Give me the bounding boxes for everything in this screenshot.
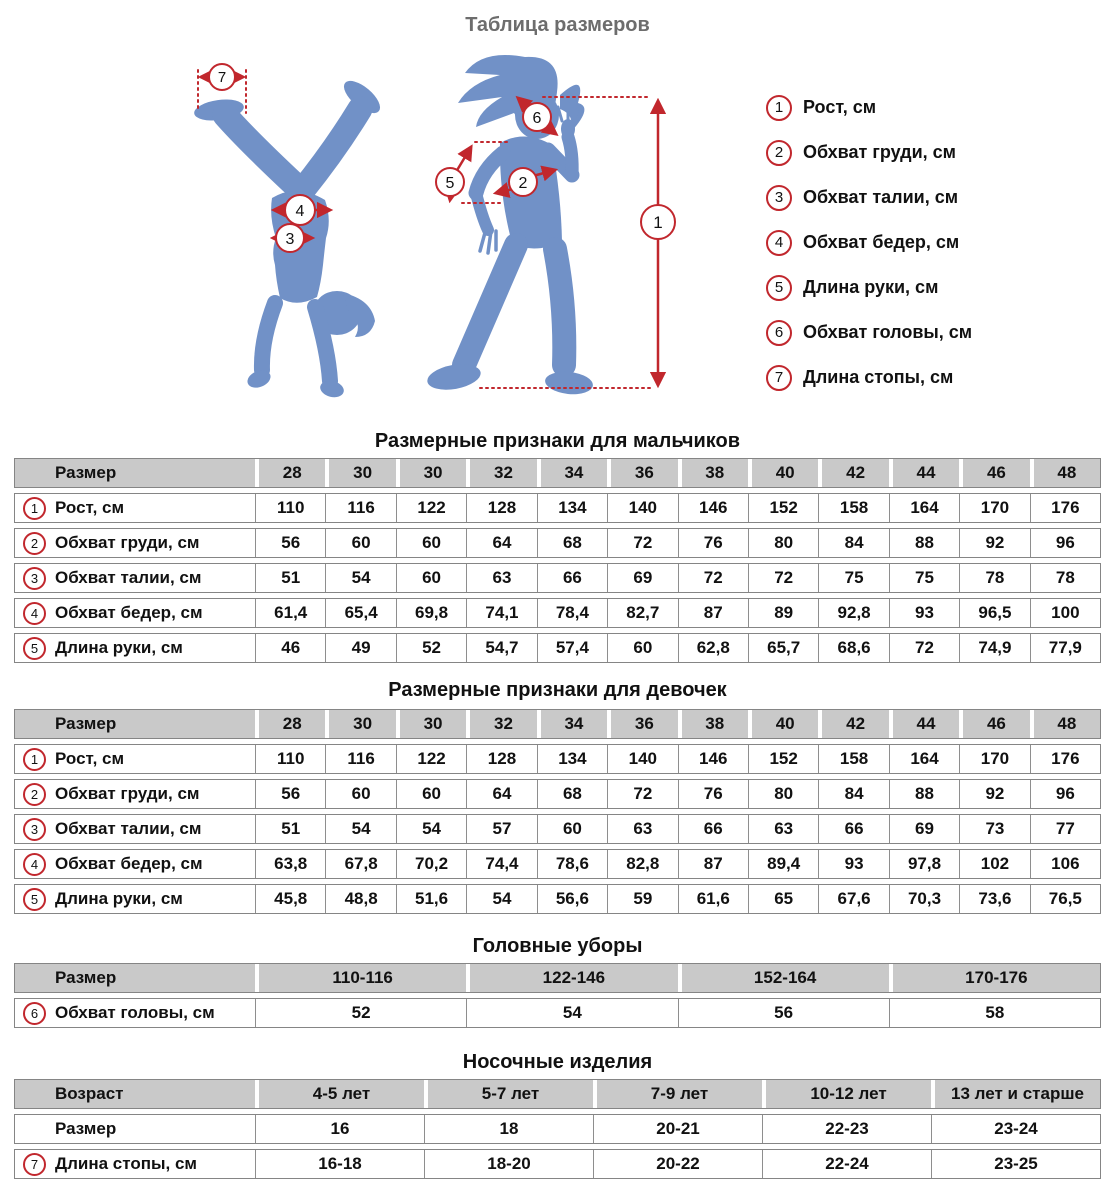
data-cell-0: 52: [255, 999, 466, 1027]
data-cell-9: 97,8: [889, 850, 959, 878]
data-cell-7: 80: [748, 780, 818, 808]
data-cell-0: 110: [255, 745, 325, 773]
data-cell-9: 69: [889, 815, 959, 843]
data-cell-6: 62,8: [678, 634, 748, 662]
table-row: [14, 779, 1101, 809]
num-badge-3: 3: [23, 818, 46, 841]
row-label-cell: [15, 815, 255, 843]
data-cell-10: 78: [959, 564, 1029, 592]
row-label: Размер: [55, 1119, 117, 1138]
data-cell-2: 122: [396, 494, 466, 522]
header-cell-8: 42: [822, 459, 888, 487]
row-label-cell: [15, 999, 255, 1027]
legend-number-1: 1: [766, 95, 792, 121]
data-cell-4: 134: [537, 745, 607, 773]
data-cell-3: 22-23: [762, 1115, 931, 1143]
data-cell-10: 73: [959, 815, 1029, 843]
data-cell-3: 54,7: [466, 634, 536, 662]
header-cell-2: 152-164: [682, 964, 889, 992]
data-cell-5: 60: [607, 634, 677, 662]
data-cell-4: 23-25: [931, 1150, 1100, 1178]
data-cell-3: 57: [466, 815, 536, 843]
header-cell-7: 40: [752, 710, 818, 738]
table-row: [14, 528, 1101, 558]
data-cell-7: 89,4: [748, 850, 818, 878]
data-cell-3: 128: [466, 494, 536, 522]
legend-number-2: 2: [766, 140, 792, 166]
data-cell-1: 116: [325, 745, 395, 773]
data-cell-0: 16-18: [255, 1150, 424, 1178]
row-label: Длина руки, см: [55, 638, 183, 657]
legend-number-7: 7: [766, 365, 792, 391]
data-cell-11: 77,9: [1030, 634, 1100, 662]
header-label-cell: [15, 1080, 255, 1108]
data-cell-3: 54: [466, 885, 536, 913]
data-cell-4: 78,6: [537, 850, 607, 878]
data-cell-9: 93: [889, 599, 959, 627]
data-cell-1: 67,8: [325, 850, 395, 878]
data-cell-8: 67,6: [818, 885, 888, 913]
data-cell-2: 20-22: [593, 1150, 762, 1178]
data-cell-5: 82,8: [607, 850, 677, 878]
data-cell-7: 80: [748, 529, 818, 557]
data-cell-4: 66: [537, 564, 607, 592]
data-cell-7: 65,7: [748, 634, 818, 662]
data-cell-6: 146: [678, 745, 748, 773]
data-cell-11: 76,5: [1030, 885, 1100, 913]
data-cell-4: 68: [537, 529, 607, 557]
table-row: [14, 598, 1101, 628]
header-cell-5: 36: [611, 459, 677, 487]
row-label: Обхват груди, см: [55, 533, 200, 552]
girl-figure: [420, 37, 740, 397]
data-cell-7: 63: [748, 815, 818, 843]
num-badge-4: 4: [23, 853, 46, 876]
data-cell-10: 96,5: [959, 599, 1029, 627]
num-badge-2: 2: [23, 532, 46, 555]
num-badge-3: 3: [23, 567, 46, 590]
table-row: [14, 884, 1101, 914]
table-row: [14, 814, 1101, 844]
data-cell-1: 49: [325, 634, 395, 662]
data-cell-9: 75: [889, 564, 959, 592]
table-row: [14, 849, 1101, 879]
table-row: [14, 563, 1101, 593]
arm-arrow-up: [456, 147, 471, 172]
header-cell-7: 40: [752, 459, 818, 487]
header-cell-11: 48: [1034, 459, 1100, 487]
data-cell-6: 72: [678, 564, 748, 592]
data-cell-3: 74,1: [466, 599, 536, 627]
data-cell-7: 89: [748, 599, 818, 627]
data-cell-9: 164: [889, 745, 959, 773]
data-cell-8: 158: [818, 494, 888, 522]
data-cell-2: 52: [396, 634, 466, 662]
table-header-row: [14, 963, 1101, 993]
data-cell-10: 170: [959, 745, 1029, 773]
section-title-girls: Размерные признаки для девочек: [388, 679, 727, 701]
data-cell-6: 61,6: [678, 885, 748, 913]
row-label-cell: [15, 599, 255, 627]
header-cell-1: 122-146: [470, 964, 677, 992]
legend-number-4: 4: [766, 230, 792, 256]
marker-number-2: 2: [518, 175, 528, 192]
data-cell-1: 54: [325, 564, 395, 592]
num-badge-5: 5: [23, 888, 46, 911]
data-cell-6: 146: [678, 494, 748, 522]
data-cell-2: 70,2: [396, 850, 466, 878]
num-badge-7: 7: [23, 1153, 46, 1176]
data-cell-7: 152: [748, 745, 818, 773]
row-label-cell: [15, 780, 255, 808]
table-header-row: [14, 458, 1101, 488]
size-tables: [0, 429, 1115, 1179]
num-badge-5: 5: [23, 637, 46, 660]
data-cell-11: 176: [1030, 494, 1100, 522]
header-cell-5: 36: [611, 710, 677, 738]
legend-label-1: Рост, см: [803, 97, 877, 117]
row-label: Рост, см: [55, 498, 125, 517]
num-badge-1: 1: [23, 748, 46, 771]
data-cell-3: 22-24: [762, 1150, 931, 1178]
data-cell-5: 82,7: [607, 599, 677, 627]
legend-item-7: [766, 355, 972, 400]
num-badge-6: 6: [23, 1002, 46, 1025]
section-girls: [0, 678, 1115, 914]
row-label: Обхват головы, см: [55, 1003, 215, 1022]
data-cell-8: 66: [818, 815, 888, 843]
data-cell-2: 60: [396, 780, 466, 808]
marker-number-3: 3: [285, 231, 295, 248]
data-cell-0: 46: [255, 634, 325, 662]
marker-number-5: 5: [445, 175, 455, 192]
data-cell-3: 64: [466, 529, 536, 557]
row-label-cell: [15, 634, 255, 662]
data-cell-0: 51: [255, 564, 325, 592]
legend-number-5: 5: [766, 275, 792, 301]
data-cell-8: 84: [818, 529, 888, 557]
marker-number-1: 1: [653, 213, 663, 232]
legend-label-4: Обхват бедер, см: [803, 232, 960, 252]
data-cell-5: 140: [607, 745, 677, 773]
section-title-head: Головные уборы: [472, 935, 643, 957]
marker-number-7: 7: [217, 69, 227, 86]
data-cell-7: 65: [748, 885, 818, 913]
header-label-cell: [15, 710, 255, 738]
data-cell-3: 64: [466, 780, 536, 808]
legend-label-5: Длина руки, см: [803, 277, 939, 297]
table-row: [14, 633, 1101, 663]
data-cell-1: 48,8: [325, 885, 395, 913]
row-label-cell: [15, 1115, 255, 1143]
data-cell-10: 73,6: [959, 885, 1029, 913]
data-cell-8: 158: [818, 745, 888, 773]
data-cell-1: 60: [325, 780, 395, 808]
data-cell-0: 45,8: [255, 885, 325, 913]
header-cell-10: 46: [963, 710, 1029, 738]
data-cell-1: 18-20: [424, 1150, 593, 1178]
header-label-cell: [15, 964, 255, 992]
header-cell-11: 48: [1034, 710, 1100, 738]
data-cell-4: 23-24: [931, 1115, 1100, 1143]
table-row: [14, 1149, 1101, 1179]
data-cell-10: 74,9: [959, 634, 1029, 662]
legend-number-3: 3: [766, 185, 792, 211]
data-cell-2: 60: [396, 529, 466, 557]
table-head: [14, 963, 1101, 1028]
header-label: Возраст: [55, 1084, 124, 1103]
data-cell-1: 54: [325, 815, 395, 843]
data-cell-4: 68: [537, 780, 607, 808]
table-header-row: [14, 709, 1101, 739]
data-cell-0: 63,8: [255, 850, 325, 878]
legend-item-3: [766, 175, 972, 220]
header-cell-3: 32: [470, 710, 536, 738]
data-cell-8: 84: [818, 780, 888, 808]
data-cell-1: 65,4: [325, 599, 395, 627]
header-cell-9: 44: [893, 459, 959, 487]
header-cell-6: 38: [682, 459, 748, 487]
row-label-cell: [15, 1150, 255, 1178]
data-cell-3: 74,4: [466, 850, 536, 878]
data-cell-6: 87: [678, 599, 748, 627]
header-cell-6: 38: [682, 710, 748, 738]
header-cell-9: 44: [893, 710, 959, 738]
row-label-cell: [15, 745, 255, 773]
data-cell-0: 51: [255, 815, 325, 843]
data-cell-10: 92: [959, 529, 1029, 557]
row-label: Длина стопы, см: [55, 1154, 198, 1173]
row-label-cell: [15, 529, 255, 557]
data-cell-2: 56: [678, 999, 889, 1027]
data-cell-3: 58: [889, 999, 1100, 1027]
header-cell-0: 28: [259, 710, 325, 738]
header-cell-0: 110-116: [259, 964, 466, 992]
row-label: Обхват бедер, см: [55, 854, 203, 873]
data-cell-10: 92: [959, 780, 1029, 808]
row-label-cell: [15, 885, 255, 913]
table-row: [14, 998, 1101, 1028]
marker-number-4: 4: [295, 203, 305, 220]
table-girls: [14, 709, 1101, 914]
header-cell-0: 28: [259, 459, 325, 487]
legend-item-2: [766, 130, 972, 175]
data-cell-6: 76: [678, 780, 748, 808]
legend: [766, 85, 972, 400]
data-cell-11: 96: [1030, 529, 1100, 557]
data-cell-11: 96: [1030, 780, 1100, 808]
header-label-cell: [15, 459, 255, 487]
data-cell-11: 77: [1030, 815, 1100, 843]
data-cell-2: 54: [396, 815, 466, 843]
header-cell-2: 7-9 лет: [597, 1080, 762, 1108]
row-label: Обхват талии, см: [55, 568, 202, 587]
legend-item-6: [766, 310, 972, 355]
section-title-socks: Носочные изделия: [462, 1051, 653, 1073]
marker-number-6: 6: [532, 110, 542, 127]
table-boys: [14, 458, 1101, 663]
header-cell-10: 46: [963, 459, 1029, 487]
section-title-boys: Размерные признаки для мальчиков: [374, 430, 741, 452]
data-cell-2: 51,6: [396, 885, 466, 913]
data-cell-2: 122: [396, 745, 466, 773]
boy-figure: [185, 55, 400, 400]
data-cell-9: 88: [889, 529, 959, 557]
row-label: Обхват груди, см: [55, 784, 200, 803]
row-label-cell: [15, 494, 255, 522]
data-cell-11: 176: [1030, 745, 1100, 773]
header-cell-3: 170-176: [893, 964, 1100, 992]
data-cell-0: 56: [255, 529, 325, 557]
data-cell-1: 18: [424, 1115, 593, 1143]
data-cell-0: 61,4: [255, 599, 325, 627]
data-cell-9: 88: [889, 780, 959, 808]
data-cell-10: 170: [959, 494, 1029, 522]
section-head: [0, 934, 1115, 1028]
data-cell-2: 69,8: [396, 599, 466, 627]
table-row: [14, 493, 1101, 523]
data-cell-9: 164: [889, 494, 959, 522]
data-cell-4: 134: [537, 494, 607, 522]
data-cell-4: 60: [537, 815, 607, 843]
data-cell-6: 87: [678, 850, 748, 878]
data-cell-5: 63: [607, 815, 677, 843]
header-cell-4: 34: [541, 459, 607, 487]
table-socks: [14, 1079, 1101, 1179]
girl-silhouette: [425, 55, 594, 396]
data-cell-7: 152: [748, 494, 818, 522]
data-cell-5: 140: [607, 494, 677, 522]
num-badge-1: 1: [23, 497, 46, 520]
data-cell-2: 20-21: [593, 1115, 762, 1143]
legend-label-2: Обхват груди, см: [803, 142, 956, 162]
legend-item-4: [766, 220, 972, 265]
header-label: Размер: [55, 463, 117, 482]
section-socks: [0, 1050, 1115, 1179]
data-cell-1: 116: [325, 494, 395, 522]
data-cell-3: 128: [466, 745, 536, 773]
data-cell-10: 102: [959, 850, 1029, 878]
header-label: Размер: [55, 968, 117, 987]
row-label: Обхват талии, см: [55, 819, 202, 838]
data-cell-1: 60: [325, 529, 395, 557]
measurement-figures: [0, 37, 1115, 423]
data-cell-3: 63: [466, 564, 536, 592]
data-cell-11: 100: [1030, 599, 1100, 627]
row-label: Рост, см: [55, 749, 125, 768]
table-header-row: [14, 1079, 1101, 1109]
section-boys: [0, 429, 1115, 663]
data-cell-4: 56,6: [537, 885, 607, 913]
header-cell-1: 30: [329, 459, 395, 487]
data-cell-8: 93: [818, 850, 888, 878]
data-cell-11: 106: [1030, 850, 1100, 878]
data-cell-6: 76: [678, 529, 748, 557]
data-cell-0: 16: [255, 1115, 424, 1143]
table-row: [14, 744, 1101, 774]
header-label: Размер: [55, 714, 117, 733]
header-cell-4: 34: [541, 710, 607, 738]
data-cell-6: 66: [678, 815, 748, 843]
data-cell-8: 68,6: [818, 634, 888, 662]
data-cell-5: 72: [607, 780, 677, 808]
header-cell-0: 4-5 лет: [259, 1080, 424, 1108]
header-cell-3: 32: [470, 459, 536, 487]
data-cell-11: 78: [1030, 564, 1100, 592]
header-cell-8: 42: [822, 710, 888, 738]
header-cell-1: 5-7 лет: [428, 1080, 593, 1108]
row-label-cell: [15, 564, 255, 592]
legend-item-5: [766, 265, 972, 310]
data-cell-8: 92,8: [818, 599, 888, 627]
num-badge-2: 2: [23, 783, 46, 806]
data-cell-0: 56: [255, 780, 325, 808]
row-label-cell: [15, 850, 255, 878]
table-row: [14, 1114, 1101, 1144]
data-cell-9: 72: [889, 634, 959, 662]
header-cell-4: 13 лет и старше: [935, 1080, 1100, 1108]
legend-label-6: Обхват головы, см: [803, 322, 973, 342]
data-cell-5: 69: [607, 564, 677, 592]
data-cell-5: 72: [607, 529, 677, 557]
row-label: Обхват бедер, см: [55, 603, 203, 622]
legend-label-7: Длина стопы, см: [803, 367, 954, 387]
header-cell-3: 10-12 лет: [766, 1080, 931, 1108]
header-cell-1: 30: [329, 710, 395, 738]
header-cell-2: 30: [400, 459, 466, 487]
data-cell-7: 72: [748, 564, 818, 592]
data-cell-4: 57,4: [537, 634, 607, 662]
data-cell-9: 70,3: [889, 885, 959, 913]
data-cell-4: 78,4: [537, 599, 607, 627]
data-cell-2: 60: [396, 564, 466, 592]
data-cell-5: 59: [607, 885, 677, 913]
num-badge-4: 4: [23, 602, 46, 625]
legend-item-1: [766, 85, 972, 130]
data-cell-0: 110: [255, 494, 325, 522]
data-cell-1: 54: [466, 999, 677, 1027]
page-title: Таблица размеров: [465, 14, 650, 36]
data-cell-8: 75: [818, 564, 888, 592]
legend-label-3: Обхват талии, см: [803, 187, 959, 207]
header-cell-2: 30: [400, 710, 466, 738]
row-label: Длина руки, см: [55, 889, 183, 908]
legend-number-6: 6: [766, 320, 792, 346]
